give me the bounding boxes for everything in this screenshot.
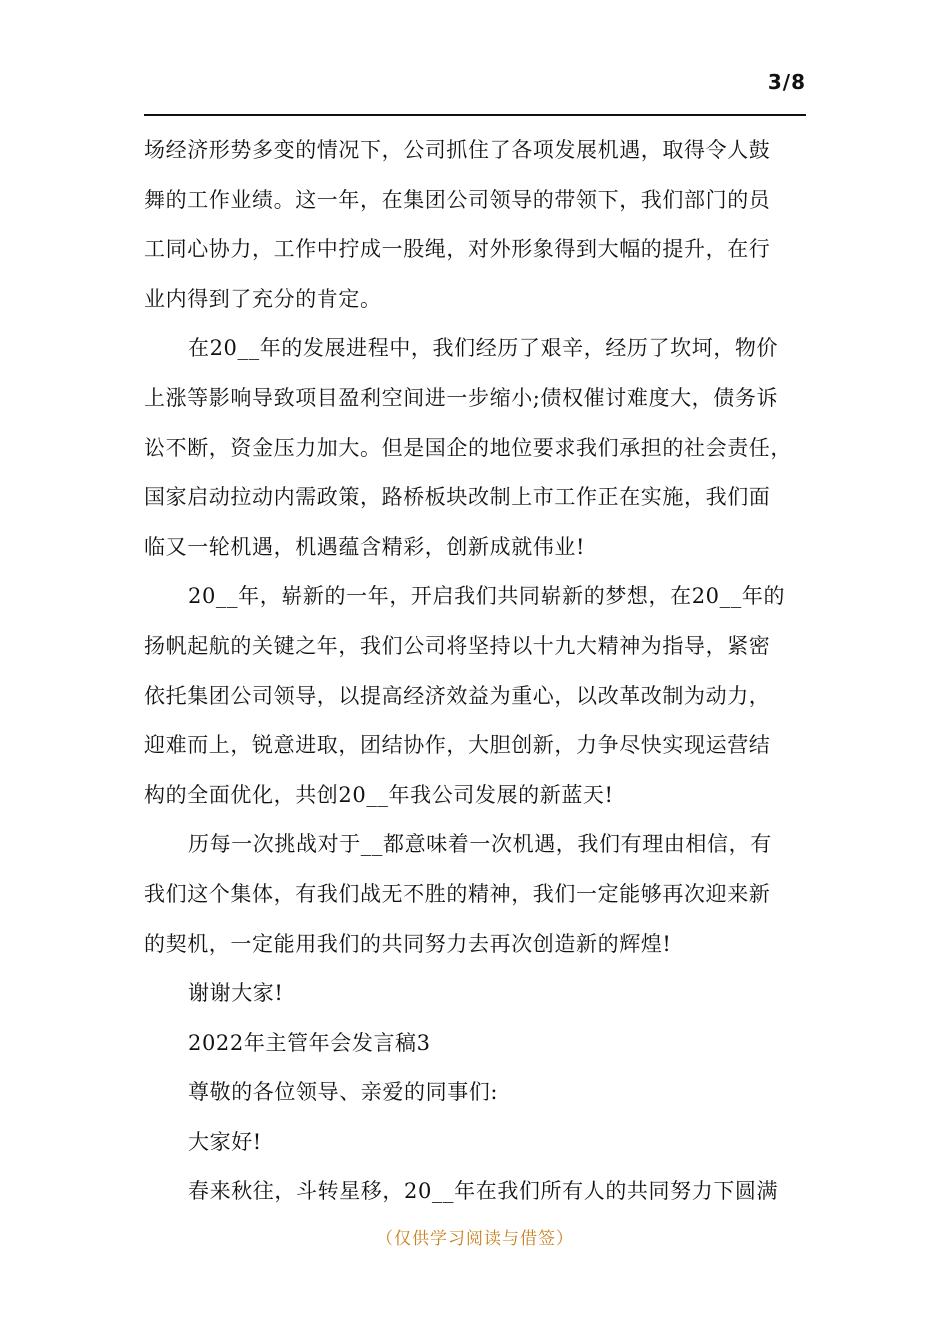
body-line: 迎难而上，锐意进取，团结协作，大胆创新，力争尽快实现运营结 — [144, 733, 771, 758]
body-line: 上涨等影响导致项目盈利空间进一步缩小;债权催讨难度大，债务诉 — [144, 385, 779, 410]
body-line: 舞的工作业绩。这一年，在集团公司领导的带领下，我们部门的员 — [144, 187, 771, 212]
paragraph-first-line: 历每一次挑战对于__都意味着一次机遇，我们有理由相信，有 — [188, 832, 772, 857]
paragraph-first-line: 春来秋往，斗转星移，20__年在我们所有人的共同努力下圆满 — [188, 1179, 779, 1204]
paragraph-first-line: 在20__年的发展进程中，我们经历了艰辛，经历了坎坷，物价 — [188, 336, 779, 361]
closing-line: 谢谢大家! — [188, 981, 284, 1006]
header-divider — [144, 114, 806, 116]
body-line: 国家启动拉动内需政策，路桥板块改制上市工作正在实施，我们面 — [144, 485, 771, 510]
body-line: 的契机，一定能用我们的共同努力去再次创造新的辉煌! — [144, 931, 672, 956]
body-line: 业内得到了充分的肯定。 — [144, 286, 382, 311]
section-title: 2022年主管年会发言稿3 — [188, 1030, 431, 1055]
body-line: 我们这个集体，有我们战无不胜的精神，我们一定能够再次迎来新 — [144, 881, 771, 906]
body-line: 依托集团公司领导，以提高经济效益为重心，以改革改制为动力， — [144, 683, 771, 708]
body-line: 场经济形势多变的情况下，公司抓住了各项发展机遇，取得令人鼓 — [144, 138, 771, 162]
document-body — [144, 126, 806, 1217]
body-line: 工同心协力，工作中拧成一股绳，对外形象得到大幅的提升，在行 — [144, 237, 771, 262]
page-number: 3/8 — [767, 70, 806, 94]
body-line: 临又一轮机遇，机遇蕴含精彩，创新成就伟业! — [144, 534, 586, 559]
greeting: 大家好! — [188, 1129, 262, 1154]
body-line: 扬帆起航的关键之年，我们公司将坚持以十九大精神为指导，紧密 — [144, 633, 771, 658]
footer-note: （仅供学习阅读与借签） — [376, 1229, 574, 1249]
salutation: 尊敬的各位领导、亲爱的同事们: — [188, 1080, 499, 1105]
body-line: 构的全面优化，共创20__年我公司发展的新蓝天! — [144, 782, 614, 807]
paragraph-first-line: 20__年，崭新的一年，开启我们共同崭新的梦想，在20__年的 — [188, 584, 786, 609]
body-line: 讼不断，资金压力加大。但是国企的地位要求我们承担的社会责任， — [144, 435, 792, 460]
